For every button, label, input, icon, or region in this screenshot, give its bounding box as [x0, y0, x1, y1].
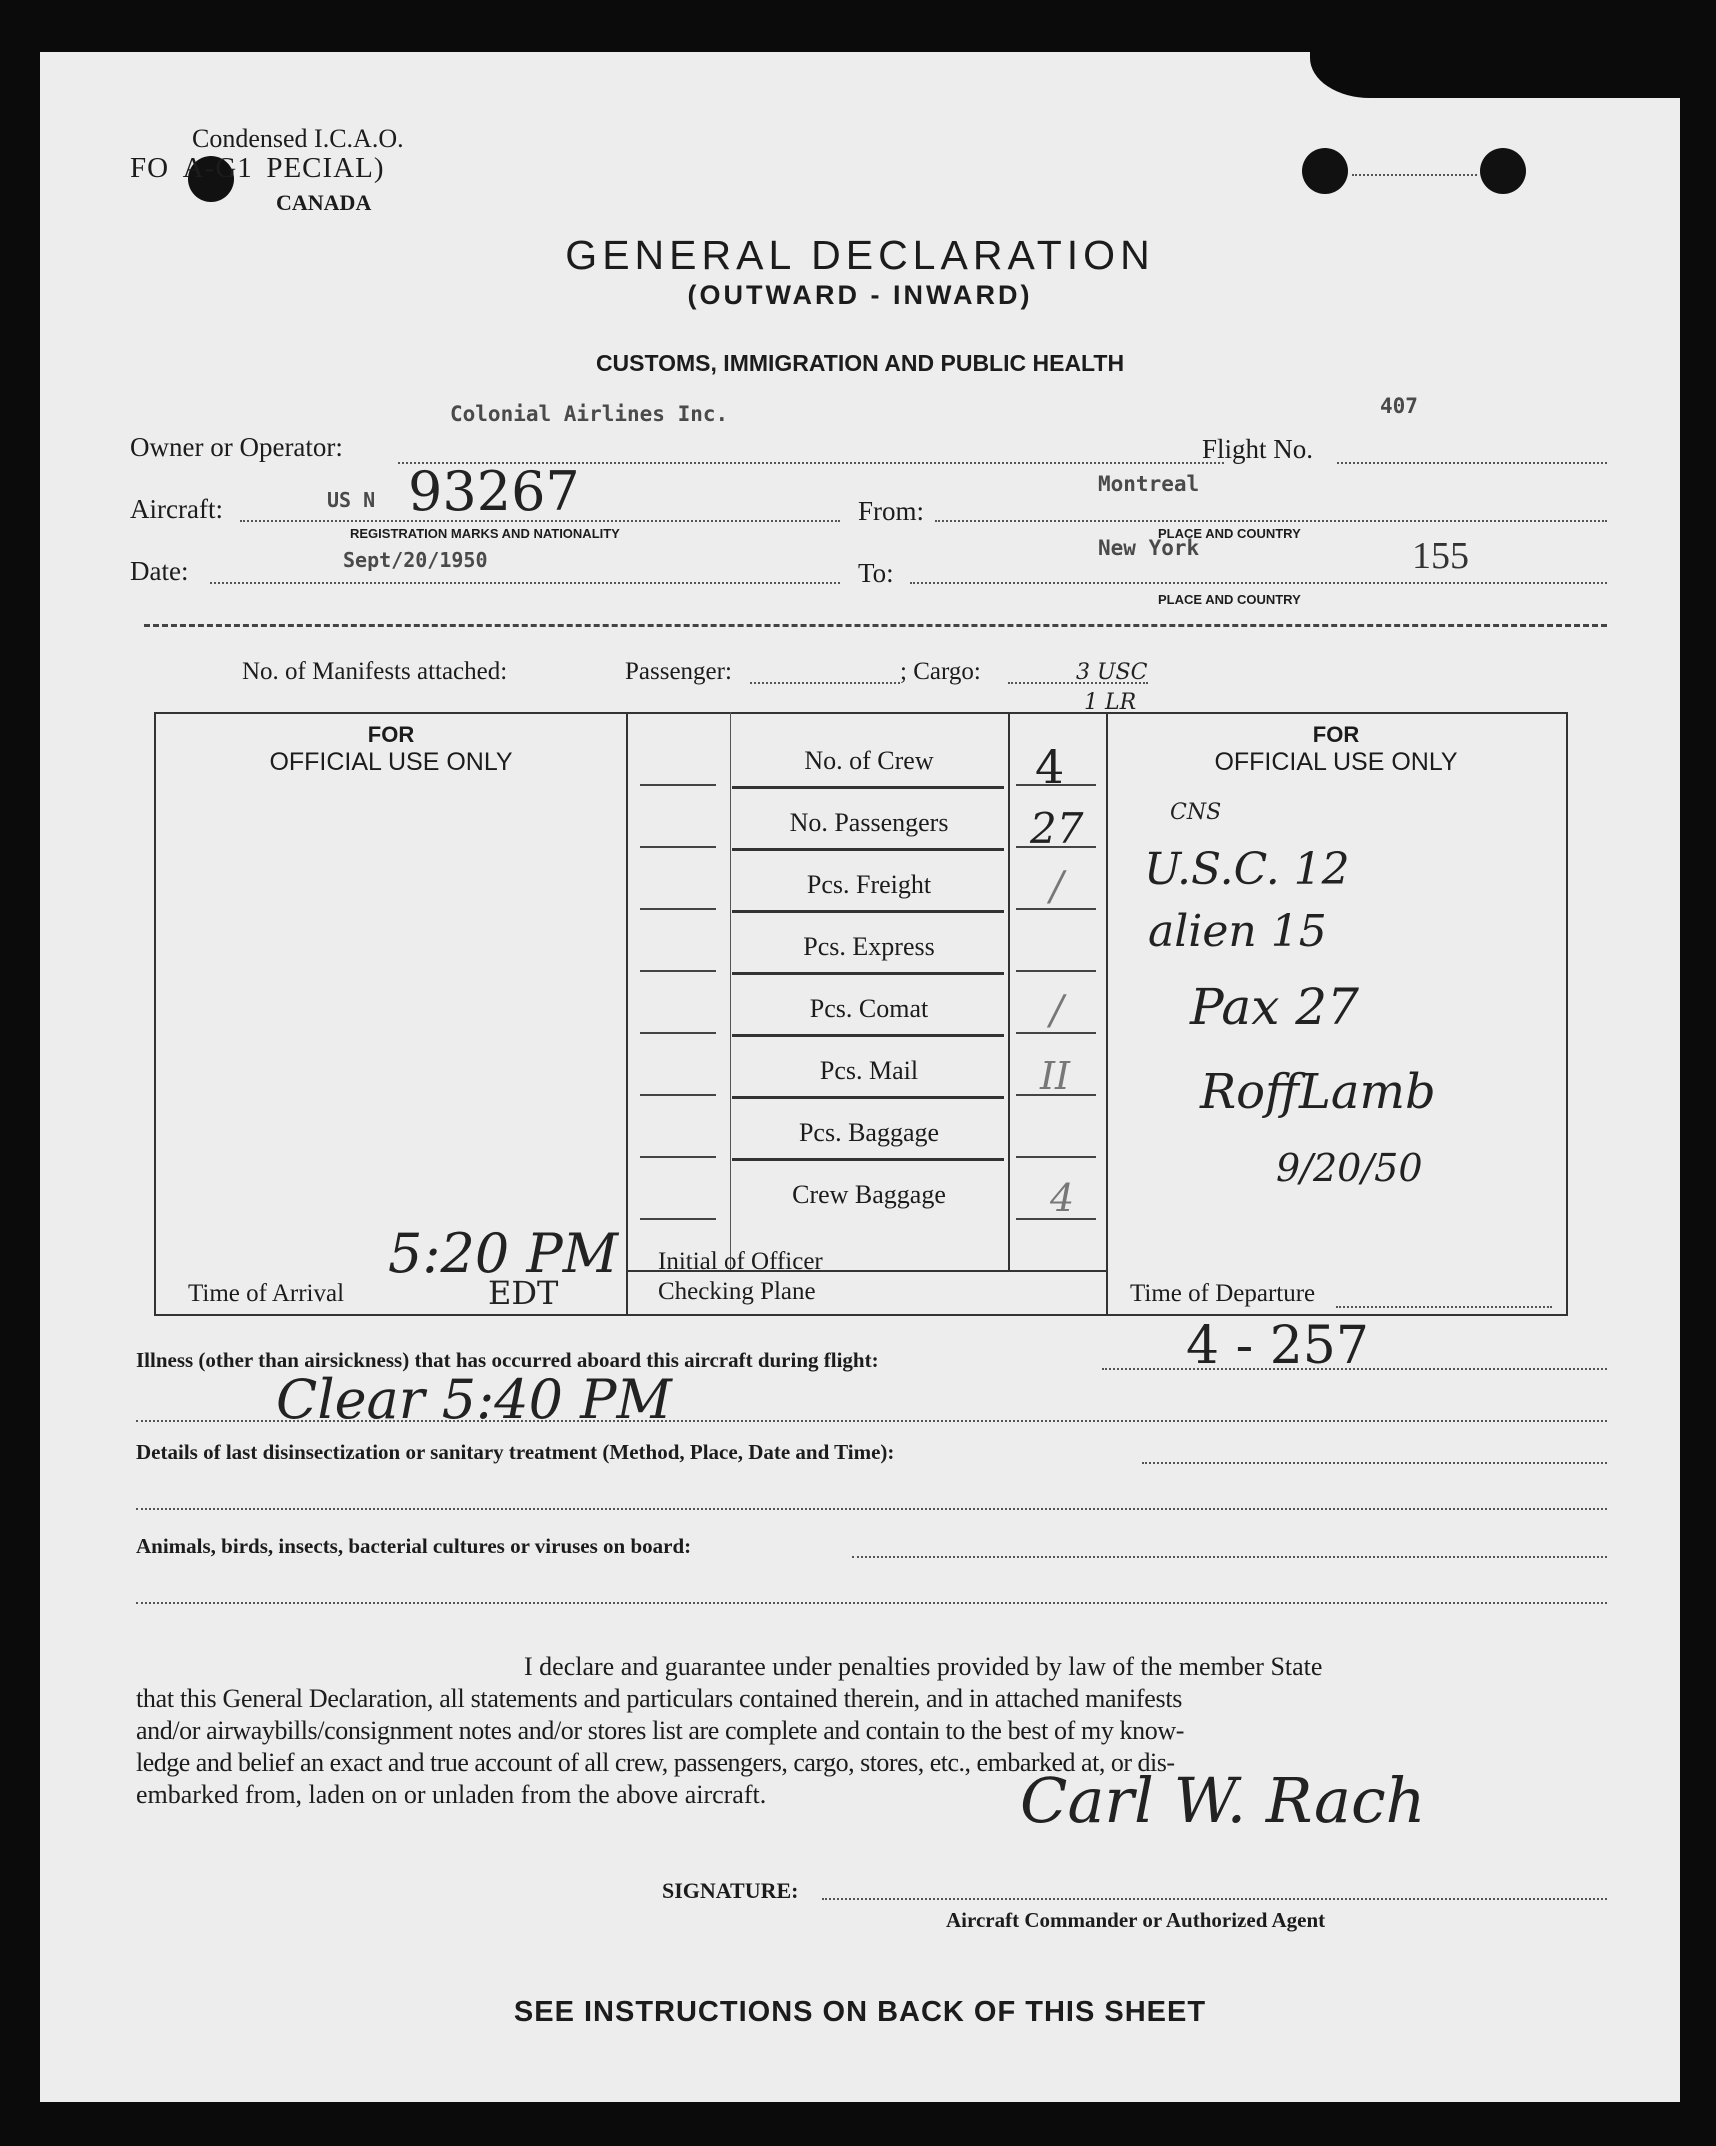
dash-field	[640, 908, 716, 910]
row-line	[732, 1096, 1004, 1099]
row-label-freight: Pcs. Freight	[806, 870, 932, 899]
illness-line-2	[136, 1420, 1607, 1422]
dash-field	[640, 846, 716, 848]
from-label: From:	[858, 496, 925, 526]
row-label-baggage: Pcs. Baggage	[798, 1118, 940, 1147]
to-value: New York	[1098, 536, 1200, 560]
row-line	[732, 848, 1004, 851]
punch-hole	[1302, 148, 1348, 194]
cleared-time: Clear 5:40 PM	[276, 1368, 672, 1431]
signature-caption: Aircraft Commander or Authorized Agent	[946, 1908, 1326, 1932]
flight-label: Flight No.	[1202, 434, 1314, 464]
dash-field	[640, 1094, 716, 1096]
table-divider	[730, 712, 731, 1270]
dash-field	[640, 784, 716, 786]
official-note-4: Pax 27	[1190, 978, 1359, 1036]
aircraft-caption: REGISTRATION MARKS AND NATIONALITY	[350, 526, 620, 541]
declaration-line-1: I declare and guarantee under penalties provided by law of the member State	[524, 1652, 1323, 1681]
from-value: Montreal	[1098, 472, 1200, 496]
date-line	[210, 582, 840, 584]
dash-field	[640, 1032, 716, 1034]
official-note-5: RoffLamb	[1200, 1064, 1436, 1120]
crew-count: 4	[1035, 740, 1065, 794]
right-heading-1: FOR	[1312, 722, 1360, 747]
aircraft-prefix: US N	[327, 488, 376, 512]
cargo-manifest-label: ; Cargo:	[900, 658, 981, 685]
row-label-express: Pcs. Express	[803, 932, 935, 961]
manifests-label: No. of Manifests attached:	[242, 658, 508, 685]
official-note-3: alien 15	[1148, 906, 1327, 957]
owner-label: Owner or Operator:	[130, 432, 343, 462]
flight-number-value: 407	[1380, 394, 1418, 418]
punch-hole	[1480, 148, 1526, 194]
comat-count: /	[1050, 988, 1064, 1034]
illness-line	[1102, 1368, 1607, 1370]
row-label-crew: No. of Crew	[804, 746, 934, 775]
passenger-manifest-label: Passenger:	[625, 658, 732, 685]
departure-label: Time of Departure	[1130, 1280, 1316, 1307]
row-line	[732, 1158, 1004, 1161]
disinsect-label: Details of last disinsectization or sanitary treatment (Method, Place, Date and Time):	[136, 1440, 895, 1464]
official-note-6: 9/20/50	[1276, 1146, 1423, 1190]
page-title: GENERAL DECLARATION	[565, 232, 1155, 278]
section-divider	[144, 624, 1607, 627]
hole-dotted-line	[1352, 174, 1477, 176]
row-label-mail: Pcs. Mail	[819, 1056, 919, 1085]
arrival-timezone: EDT	[488, 1274, 559, 1312]
left-heading-2: OFFICIAL USE ONLY	[269, 748, 513, 776]
date-label: Date:	[130, 556, 189, 586]
arrival-label: Time of Arrival	[188, 1280, 345, 1307]
departure-time: 4 - 257	[1186, 1316, 1369, 1376]
page-subtitle: (OUTWARD - INWARD)	[687, 280, 1033, 310]
animals-line-2	[136, 1602, 1607, 1604]
table-divider	[1106, 712, 1108, 1316]
aircraft-label: Aircraft:	[130, 494, 223, 524]
form-line-2: FO A-G1 PECIAL)	[130, 152, 385, 184]
row-label-passengers: No. Passengers	[789, 808, 949, 837]
table-divider	[1008, 712, 1010, 1271]
initial-label-1: Initial of Officer	[658, 1248, 823, 1275]
passenger-manifest-line	[750, 682, 900, 684]
declaration-form-page	[40, 52, 1680, 2102]
signature-label: SIGNATURE:	[662, 1878, 799, 1903]
aircraft-line	[240, 520, 840, 522]
row-line	[732, 910, 1004, 913]
mail-count: II	[1040, 1054, 1071, 1098]
signature-line	[822, 1898, 1607, 1900]
initial-label-2: Checking Plane	[658, 1278, 816, 1305]
to-caption: PLACE AND COUNTRY	[1158, 592, 1301, 607]
arrival-time: 5:20 PM	[388, 1222, 619, 1285]
animals-label: Animals, birds, insects, bacterial cultures or viruses on board:	[136, 1534, 692, 1558]
dash-field	[1016, 1156, 1096, 1158]
form-line-1: Condensed I.C.A.O.	[192, 124, 404, 153]
departure-line	[1336, 1306, 1552, 1308]
agencies-heading: CUSTOMS, IMMIGRATION AND PUBLIC HEALTH	[595, 350, 1125, 376]
table-divider	[626, 712, 628, 1316]
torn-corner	[1310, 52, 1680, 98]
row-line	[732, 1034, 1004, 1037]
row-line	[732, 786, 1004, 789]
from-caption: PLACE AND COUNTRY	[1158, 526, 1301, 541]
disinsect-line	[1142, 1462, 1607, 1464]
declaration-line-2: that this General Declaration, all statements and particulars contained therein, and in attached manifests	[136, 1684, 1183, 1713]
dash-field	[640, 1218, 716, 1220]
to-line	[910, 582, 1607, 584]
dash-field	[1016, 970, 1096, 972]
row-label-crew-baggage: Crew Baggage	[792, 1180, 946, 1209]
dash-field	[640, 970, 716, 972]
right-heading-2: OFFICIAL USE ONLY	[1214, 748, 1458, 776]
from-line	[935, 520, 1607, 522]
declaration-line-5: embarked from, laden on or unladen from the above aircraft.	[136, 1780, 767, 1809]
cargo-handwritten-2: 1 LR	[1084, 690, 1137, 715]
crew-baggage-count: 4	[1050, 1176, 1075, 1220]
freight-count: /	[1050, 864, 1064, 910]
passenger-count: 27	[1030, 804, 1084, 853]
flight-line	[1337, 462, 1607, 464]
date-value: Sept/20/1950	[343, 548, 488, 572]
aircraft-registration: 93267	[408, 460, 580, 523]
declaration-line-3: and/or airwaybills/consignment notes and/or stores list are complete and contain to the best of my know-	[136, 1716, 1184, 1745]
cargo-handwritten-1: 3 USC	[1076, 660, 1148, 685]
owner-value: Colonial Airlines Inc.	[450, 402, 729, 426]
official-note-2: U.S.C. 12	[1144, 844, 1350, 895]
animals-line	[852, 1556, 1607, 1558]
row-line	[732, 972, 1004, 975]
to-number: 155	[1412, 535, 1469, 577]
instructions-footer: SEE INSTRUCTIONS ON BACK OF THIS SHEET	[513, 1996, 1207, 2028]
form-line-3: CANADA	[276, 190, 372, 215]
disinsect-line-2	[136, 1508, 1607, 1510]
illness-label: Illness (other than airsickness) that has occurred aboard this aircraft during flight:	[136, 1348, 879, 1372]
official-note-1: CNS	[1170, 800, 1222, 825]
to-label: To:	[858, 558, 894, 588]
row-label-comat: Pcs. Comat	[809, 994, 929, 1023]
left-heading-1: FOR	[367, 722, 415, 747]
signature-handwritten: Carl W. Rach	[1020, 1764, 1426, 1837]
dash-field	[640, 1156, 716, 1158]
declaration-line-4: ledge and belief an exact and true account of all crew, passengers, cargo, stores, etc., embarked at, or dis-	[136, 1748, 1175, 1777]
